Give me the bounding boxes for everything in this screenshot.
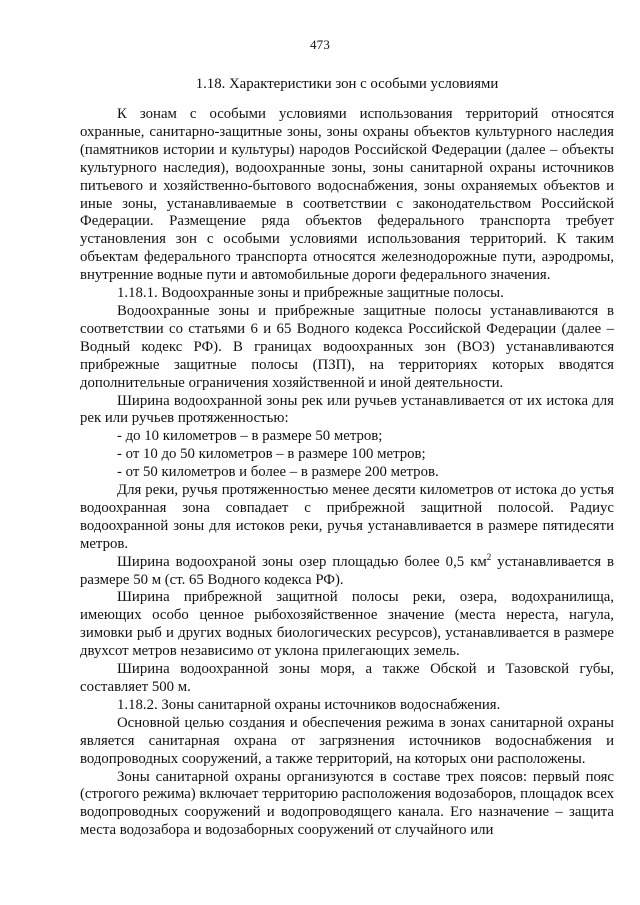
document-body xyxy=(80,106,614,840)
paragraph-purpose: Основной целью создания и обеспечения режима в зонах санитарной охраны является санитарная охрана от загрязнения источников водоснабжения и водопроводных сооружений, а также территорий, на которых они расположены. xyxy=(80,714,614,767)
paragraph-lakes xyxy=(80,551,615,590)
paragraph-coastal-strip: Ширина прибрежной защитной полосы реки, озера, водохранилища, имеющих особо ценное рыбохозяйственное значение (места нереста, нагула, зимовки рыб и других водных биологических ресурсов), устанавливается в размере двухсот метров независимо от уклона прилегающих земель. xyxy=(80,589,614,660)
page-number: 473 xyxy=(309,37,331,52)
superscript-squared: 2 xyxy=(486,551,492,562)
paragraph-small-rivers: Для реки, ручья протяженностью менее десяти километров от истока до устья водоохранная зона совпадает с прибрежной защитной полосой. Радиус водоохранной зоны для истоков реки, ручья устанавливается в размере пятидесяти метров. xyxy=(80,482,614,552)
subsection-heading-1-18-2: 1.18.2. Зоны санитарной охраны источников водоснабжения. xyxy=(117,696,501,713)
paragraph-water-zones: Водоохранные зоны и прибрежные защитные полосы устанавливаются в соответствии со статьями 6 и 65 Водного кодекса Российской Федерации (далее – Водный кодекс РФ). В границах водоохранных зон (ВОЗ) устанавливаются прибрежные защитные полосы (ПЗП), на территориях которых вводятся дополнительные ограничения хозяйственной и иной деятельности. xyxy=(80,302,614,391)
subsection-heading-1-18-1: 1.18.1. Водоохранные зоны и прибрежные защитные полосы. xyxy=(117,285,504,302)
lakes-text-start: Ширина водоохраной зоны озер площадью более 0,5 км xyxy=(117,553,487,570)
paragraph-river-width: Ширина водоохранной зоны рек или ручьев устанавливается от их истока для рек или ручьев протяженностью: xyxy=(80,392,614,427)
list-item: - от 10 до 50 километров – в размере 100 метров; xyxy=(117,446,426,463)
paragraph-intro: К зонам с особыми условиями использования территорий относятся охранные, санитарно-защитные зоны, зоны охраны объектов культурного наследия (памятников истории и культуры) народов Российской Федерации (далее – объекты культурного наследия), водоохранные зоны, зоны санитарной охраны источников питьевого и хозяйственно-бытового водоснабжения, зоны охраняемых объектов и иные зоны, устанавливаемые в соответствии с законодательством Российской Федерации. Размещение ряда объектов федерального транспорта требует установления зон с особыми условиями использования территорий. К таким объектам федерального транспорта относятся железнодорожные пути, аэродромы, внутренние водные пути и автомобильные дороги федерального значения. xyxy=(80,106,614,284)
list-item: - до 10 километров – в размере 50 метров; xyxy=(117,428,383,445)
list-item: - от 50 километров и более – в размере 200 метров. xyxy=(117,464,439,481)
paragraph-belts: Зоны санитарной охраны организуются в составе трех поясов: первый пояс (строгого режима) включает территорию расположения водозаборов, площадок всех водопроводных сооружений и водопроводящего канала. Его назначение – защита места водозабора и водозаборных сооружений от случайного или xyxy=(80,768,614,839)
paragraph-sea: Ширина водоохранной зоны моря, а также Обской и Тазовской губы, составляет 500 м. xyxy=(80,661,614,695)
lakes-text-end: устанавливается в размере 50 м (ст. 65 Водного кодекса РФ). xyxy=(80,553,615,588)
section-title: 1.18. Характеристики зон с особыми условиями xyxy=(195,76,499,92)
